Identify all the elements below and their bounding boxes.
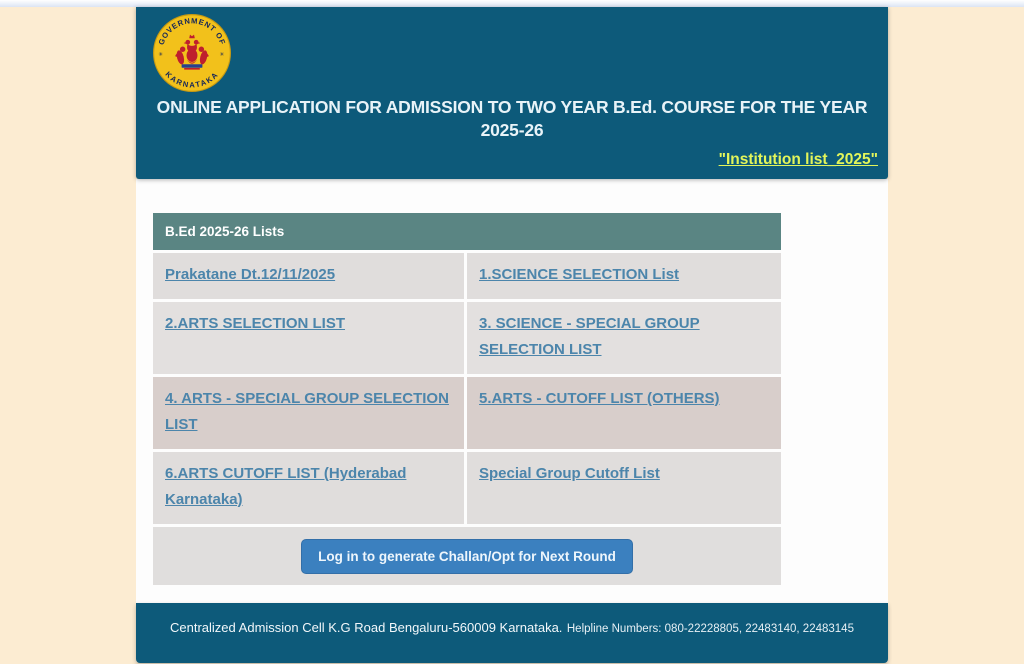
bed-lists-table [153, 213, 781, 585]
page-title-line1: ONLINE APPLICATION FOR ADMISSION TO TWO YEAR B.Ed. COURSE FOR THE YEAR [156, 97, 868, 117]
header-banner [136, 7, 888, 179]
content-panel [136, 179, 888, 603]
login-challan-button[interactable]: Log in to generate Challan/Opt for Next Round [301, 539, 633, 574]
arts-selection-list-link[interactable]: 2.ARTS SELECTION LIST [165, 315, 346, 332]
table-row [153, 452, 781, 524]
karnataka-emblem-svg [152, 13, 232, 93]
table-cell [153, 452, 464, 524]
login-button-row [153, 527, 781, 585]
table-row [153, 377, 781, 449]
special-group-cutoff-list-link[interactable]: Special Group Cutoff List [479, 465, 660, 482]
table-cell [467, 253, 781, 299]
institution-link-row [136, 151, 888, 169]
footer-helpline: Helpline Numbers: 080-22228805, 22483140, 22483145 [566, 623, 854, 635]
table-header: B.Ed 2025-26 Lists [153, 213, 781, 250]
arts-cutoff-list-others-link[interactable]: 5.ARTS - CUTOFF LIST (OTHERS) [479, 390, 720, 407]
page-top-strip [0, 0, 1024, 7]
footer-address: Centralized Admission Cell K.G Road Bengaluru-560009 Karnataka. [170, 620, 563, 635]
prakatane-link[interactable]: Prakatane Dt.12/11/2025 [165, 266, 336, 283]
footer-bar [136, 603, 888, 663]
main-column [136, 7, 888, 663]
emblem-right-mark: ✳ [219, 51, 225, 58]
institution-list-link[interactable]: "Institution list_2025" [718, 151, 878, 168]
table-row [153, 302, 781, 374]
table-cell [153, 253, 464, 299]
emblem-top-text: GOVERNMENT OF [156, 16, 228, 47]
science-special-group-selection-list-link[interactable]: 3. SCIENCE - SPECIAL GROUP SELECTION LIST [479, 315, 700, 358]
table-cell [153, 302, 464, 374]
science-selection-list-link[interactable]: 1.SCIENCE SELECTION List [479, 266, 680, 283]
table-cell [153, 377, 464, 449]
table-cell [467, 302, 781, 374]
karnataka-government-emblem-icon [152, 13, 232, 93]
page-title [136, 96, 888, 142]
emblem-left-mark: ✳ [158, 51, 164, 58]
arts-special-group-selection-list-link[interactable]: 4. ARTS - SPECIAL GROUP SELECTION LIST [165, 390, 449, 433]
table-cell [467, 452, 781, 524]
table-row [153, 253, 781, 299]
emblem-bottom-text: KARNATAKA [163, 69, 221, 90]
table-cell [467, 377, 781, 449]
page-title-line2: 2025-26 [480, 120, 544, 140]
arts-cutoff-list-hyderabad-karnataka-link[interactable]: 6.ARTS CUTOFF LIST (Hyderabad Karnataka) [165, 465, 407, 508]
